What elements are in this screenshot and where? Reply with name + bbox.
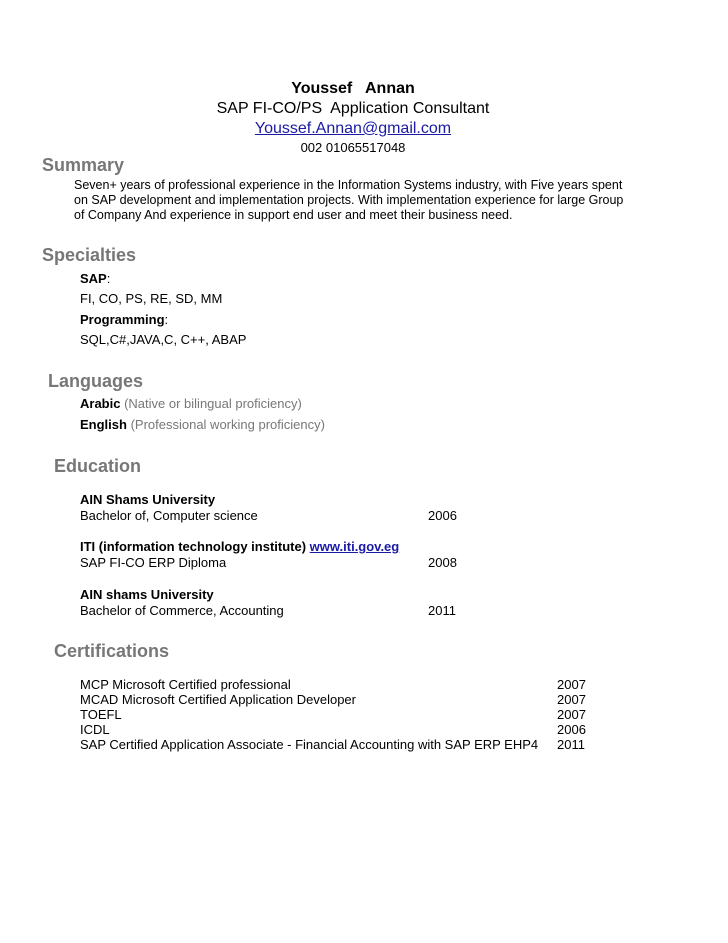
language-level: (Professional working proficiency) (130, 417, 325, 432)
programming-label-row: Programming: (80, 312, 169, 327)
summary-line: Seven+ years of professional experience in the Information Systems industry, with Five years spent (74, 178, 623, 192)
cert-name: MCAD Microsoft Certified Application Developer (80, 692, 356, 707)
phone-number: 002 01065517048 (300, 140, 406, 155)
summary-line: on SAP development and implementation projects. With implementation experience for large Group (74, 193, 624, 207)
language-item (80, 417, 325, 432)
summary-text (74, 178, 674, 223)
certifications-heading: Certifications (54, 641, 170, 661)
language-level: (Native or bilingual proficiency) (124, 396, 302, 411)
job-title: SAP FI-CO/PS Application Consultant (216, 100, 490, 117)
education-year: 2006 (428, 508, 457, 523)
education-year: 2008 (428, 555, 457, 570)
languages-heading: Languages (48, 371, 144, 391)
education-school: AIN Shams University (80, 492, 216, 507)
language-name: English (80, 417, 127, 432)
sap-items: FI, CO, PS, RE, SD, MM (80, 291, 223, 306)
cert-name: MCP Microsoft Certified professional (80, 677, 291, 692)
education-school: AIN shams University (80, 587, 214, 602)
sap-label: SAP (80, 271, 107, 286)
education-school: ITI (information technology institute) www.iti.gov.eg (80, 539, 400, 554)
summary-heading: Summary (42, 155, 125, 175)
cert-year: 2011 (557, 737, 585, 752)
cert-name: SAP Certified Application Associate - Financial Accounting with SAP ERP EHP4 (80, 737, 539, 752)
education-degree: Bachelor of, Computer science (80, 508, 258, 523)
education-degree: SAP FI-CO ERP Diploma (80, 555, 227, 570)
education-degree: Bachelor of Commerce, Accounting (80, 603, 284, 618)
education-year: 2011 (428, 603, 456, 618)
summary-line: of Company And experience in support end user and meet their business need. (74, 208, 513, 222)
email-link[interactable]: Youssef.Annan@gmail.com (254, 120, 452, 137)
education-heading: Education (54, 456, 142, 476)
cert-year: 2006 (557, 722, 586, 737)
candidate-name: Youssef Annan (291, 80, 415, 97)
programming-label: Programming (80, 312, 165, 327)
sap-label-row: SAP: (80, 271, 111, 286)
language-name: Arabic (80, 396, 121, 411)
iti-website-link[interactable]: www.iti.gov.eg (309, 539, 400, 554)
language-item (80, 396, 302, 411)
cert-name: ICDL (80, 722, 110, 737)
specialties-heading: Specialties (42, 245, 137, 265)
cert-year: 2007 (557, 692, 586, 707)
cert-year: 2007 (557, 707, 586, 722)
cert-year: 2007 (557, 677, 586, 692)
programming-items: SQL,C#,JAVA,C, C++, ABAP (80, 332, 247, 347)
cert-name: TOEFL (80, 707, 122, 722)
